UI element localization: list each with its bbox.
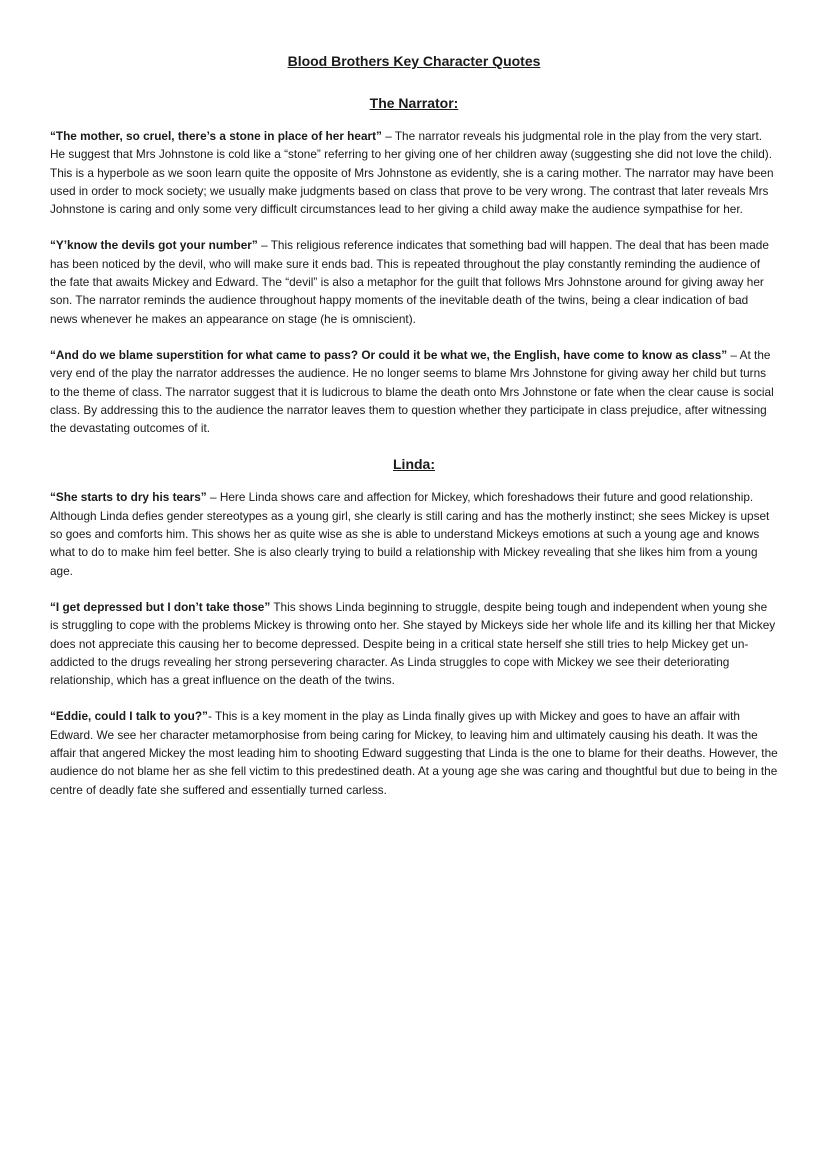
section-linda	[50, 455, 778, 798]
quote-paragraph	[50, 127, 778, 218]
section-narrator	[50, 94, 778, 437]
quote-text: “I get depressed but I don’t take those”	[50, 599, 271, 614]
section-heading-linda: Linda:	[393, 456, 435, 473]
analysis-text: – At the very end of the play the narrator addresses the audience. He no longer seems to blame Mrs Johnstone for giving away her child but turns to the theme of class. The narrator suggest that it is ludicrous to blame the death onto Mrs Johnstone or fate when the clear cause is social class. By addressing this to the audience the narrator leaves them to question whether they participate in class prejudice, after witnessing the devastating outcomes of it.	[50, 347, 774, 436]
quote-text: “Eddie, could I talk to you?”	[50, 709, 208, 724]
quote-text: “And do we blame superstition for what came to pass? Or could it be what we, the English, have come to know as class”	[50, 347, 728, 362]
quote-paragraph	[50, 598, 778, 689]
quote-paragraph	[50, 346, 778, 437]
quote-paragraph	[50, 707, 778, 798]
document-title: Blood Brothers Key Character Quotes	[287, 53, 541, 69]
document-page	[50, 52, 778, 817]
analysis-text: – This religious reference indicates that something bad will happen. The deal that has been made has been noticed by the devil, who will make sure it ends bad. This is repeated throughout the play constantly reminding the audience of the fate that awaits Mickey and Edward. The “devil” is also a metaphor for the guilt that follows Mrs Johnstone around for giving away her son. The narrator reminds the audience throughout happy moments of the inevitable death of the twins, being a clear indication of bad news whenever he makes an appearance on stage (he is omniscient).	[50, 238, 769, 326]
analysis-text: – Here Linda shows care and affection for Mickey, which foreshadows their future and good relationship. Although Linda defies gender stereotypes as a young girl, she clearly is still caring and has the motherly instinct; she sees Mickey is upset so goes and comforts him. This shows her as quite wise as she is able to understand Mickeys emotions at such a young age and knows what to do to make him feel better. She is also clearly trying to build a relationship with Mickey revealing that she likes him from a young age.	[50, 490, 770, 578]
quote-text: “Y’know the devils got your number”	[50, 238, 258, 253]
analysis-text: This shows Linda beginning to struggle, despite being tough and independent when young she is struggling to cope with the problems Mickey is throwing onto her. She stayed by Mickeys side her whole life and its killing her that Mickey does not appreciate this causing her to become depressed. Despite being in a critical state herself she still tries to help Mickey get un-addicted to the drugs revealing her strong persevering character. As Linda struggles to cope with Mickey we see their deteriorating relationship, which has a great influence on the death of the twins.	[50, 599, 776, 688]
quote-text: “The mother, so cruel, there’s a stone in place of her heart”	[50, 129, 382, 143]
quote-paragraph	[50, 488, 778, 579]
quote-paragraph	[50, 236, 778, 327]
quote-text: “She starts to dry his tears”	[50, 490, 207, 505]
analysis-text: - This is a key moment in the play as Linda finally gives up with Mickey and goes to have an affair with Edward. We see her character metamorphosise from being caring for Mickey, to leaving him and ultimately causing his death. It was the affair that angered Mickey the most leading him to shooting Edward suggesting that Linda is the one to blame for their deaths. However, the audience do not blame her as she fell victim to this predestined death. At a young age she was caring and thoughtful but due to being in the centre of deadly fate she suffered and essentially turned carless.	[50, 709, 778, 797]
analysis-text: – The narrator reveals his judgmental role in the play from the very start. He suggest that Mrs Johnstone is cold like a “stone” referring to her giving one of her children away (suggesting she did not love the child). This is a hyperbole as we soon learn quite the opposite of Mrs Johnstone as evidently, she is a caring mother. The narrator may have been used in order to mock society; we usually make judgments based on class that prove to be very wrong. The contrast that later reveals Mrs Johnstone is caring and only some very difficult circumstances lead to her giving a child away make the audience sympathise for her.	[50, 129, 774, 217]
section-heading-narrator: The Narrator:	[369, 95, 459, 111]
